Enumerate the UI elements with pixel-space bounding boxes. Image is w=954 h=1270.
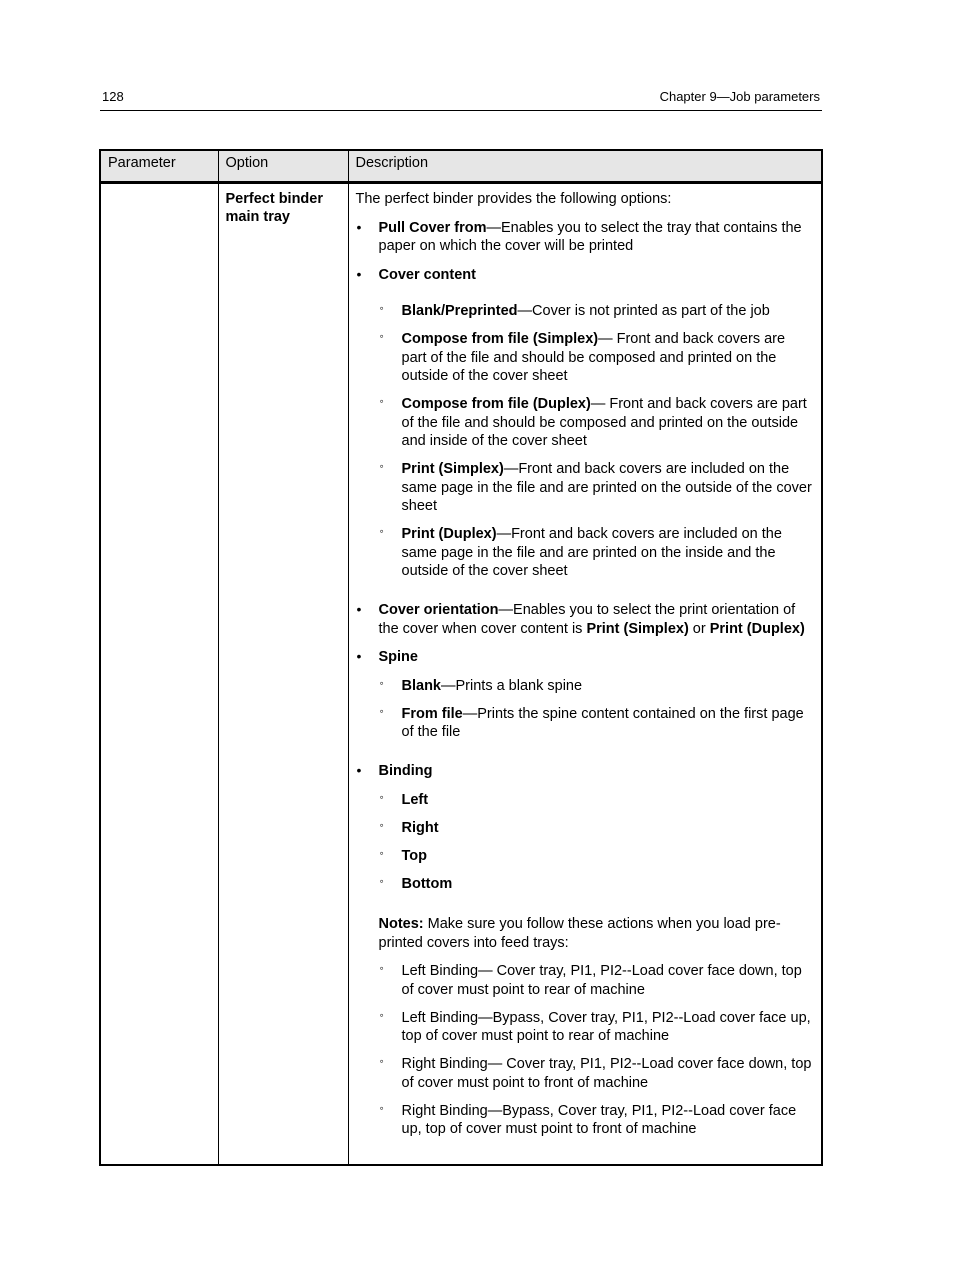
item-text: —Cover is not printed as part of the job (517, 303, 770, 319)
table-row (100, 183, 822, 1165)
circle-bullet-icon: ◦ (379, 1007, 384, 1022)
item-text: — Front and back covers are part of the file and should be composed and printed on the outside and inside of the cover sheet (401, 396, 807, 449)
bullet-icon: • (356, 265, 362, 282)
item-term: Compose from file (Simplex) (401, 331, 599, 347)
sub-list-item (356, 847, 815, 866)
note-item-text: Right Binding—Bypass, Cover tray, PI1, PI2--Load cover face up, top of cover must point to front of machine (401, 1102, 797, 1137)
item-text: or (688, 620, 710, 637)
list-item (356, 266, 815, 285)
column-header-parameter: Parameter (100, 150, 218, 183)
item-term: Binding (378, 763, 433, 779)
item-text: — Front and back covers are part of the file and should be composed and printed on the outside of the cover sheet (401, 331, 786, 384)
notes-label: Notes: (378, 916, 424, 932)
item-text: —Enables you to select the print orientation of the cover when cover content is (378, 602, 796, 637)
sub-list-item (356, 330, 815, 386)
circle-bullet-icon: ◦ (379, 329, 384, 343)
item-term: Print (Duplex) (709, 620, 805, 637)
sub-list-item (356, 1055, 815, 1092)
description-intro: The perfect binder provides the following options: (355, 191, 672, 207)
note-item-text: Right Binding— Cover tray, PI1, PI2--Load cover face down, top of cover must point to front of machine (401, 1056, 812, 1091)
item-term: Print (Simplex) (586, 620, 689, 637)
circle-bullet-icon: ◦ (379, 301, 384, 315)
running-header (100, 88, 822, 111)
circle-bullet-icon: ◦ (379, 675, 384, 690)
sub-list-item (356, 1102, 815, 1139)
sub-list-item (356, 705, 815, 742)
binding-option: Bottom (401, 875, 453, 892)
circle-bullet-icon: ◦ (379, 845, 384, 860)
table-header-row (100, 150, 822, 183)
item-term: Print (Duplex) (401, 526, 497, 542)
list-item (356, 601, 815, 638)
item-term: Pull Cover from (378, 219, 487, 236)
item-text: —Prints the spine content contained on the first page of the file (401, 705, 804, 740)
circle-bullet-icon: ◦ (379, 524, 384, 538)
page-number: 128 (102, 89, 124, 104)
sub-list-item (356, 460, 815, 516)
note-item-text: Left Binding— Cover tray, PI1, PI2--Load cover face down, top of cover must point to rear of machine (401, 963, 802, 998)
circle-bullet-icon: ◦ (379, 817, 384, 832)
circle-bullet-icon: ◦ (379, 873, 384, 888)
item-term: Cover orientation (378, 602, 499, 618)
circle-bullet-icon: ◦ (379, 703, 384, 718)
parameter-cell (100, 183, 218, 1165)
item-text: —Prints a blank spine (441, 677, 583, 694)
description-cell (348, 183, 822, 1165)
item-term: Spine (378, 649, 418, 665)
list-item (356, 219, 815, 256)
item-term: Print (Simplex) (401, 461, 504, 477)
list-item (356, 762, 815, 781)
item-text: —Front and back covers are included on the same page in the file and are printed on the outside of the cover sheet (401, 461, 812, 514)
notes-paragraph (356, 915, 815, 952)
sub-list-item (356, 791, 815, 810)
item-term: Blank/Preprinted (401, 303, 518, 319)
binding-option: Left (401, 791, 429, 808)
sub-list-item (356, 525, 815, 581)
item-text: —Enables you to select the tray that contains the paper on which the cover will be printed (378, 219, 802, 254)
sub-list-item (356, 1009, 815, 1046)
circle-bullet-icon: ◦ (379, 459, 384, 473)
sub-list-item (356, 875, 815, 894)
column-header-description: Description (348, 150, 822, 183)
bullet-icon: • (356, 648, 362, 664)
parameters-table (99, 149, 823, 1166)
option-name: Perfect binder main tray (225, 191, 323, 225)
circle-bullet-icon: ◦ (379, 1100, 384, 1115)
note-item-text: Left Binding—Bypass, Cover tray, PI1, PI2--Load cover face up, top of cover must point to rear of machine (401, 1009, 811, 1044)
item-text: —Front and back covers are included on the same page in the file and are printed on the inside and the outside of the cover sheet (401, 526, 782, 579)
sub-list-item (356, 302, 815, 321)
bullet-icon: • (356, 762, 362, 778)
option-cell (218, 183, 348, 1165)
binding-option: Top (401, 847, 427, 864)
bullet-icon: • (356, 218, 362, 235)
bullet-icon: • (356, 601, 362, 617)
circle-bullet-icon: ◦ (379, 394, 384, 408)
circle-bullet-icon: ◦ (379, 1054, 384, 1068)
item-term: Compose from file (Duplex) (401, 396, 591, 412)
sub-list-item (356, 677, 815, 696)
sub-list-item (356, 962, 815, 999)
item-term: Cover content (378, 266, 476, 283)
sub-list-item (356, 819, 815, 838)
item-term: Blank (401, 677, 441, 694)
column-header-option: Option (218, 150, 348, 183)
binding-option: Right (401, 819, 439, 836)
circle-bullet-icon: ◦ (379, 789, 384, 804)
list-item (356, 648, 815, 667)
notes-text: Make sure you follow these actions when you load pre-printed covers into feed trays: (378, 916, 781, 951)
circle-bullet-icon: ◦ (379, 961, 384, 975)
chapter-title: Chapter 9—Job parameters (659, 89, 820, 104)
sub-list-item (356, 395, 815, 451)
item-term: From file (401, 705, 463, 722)
